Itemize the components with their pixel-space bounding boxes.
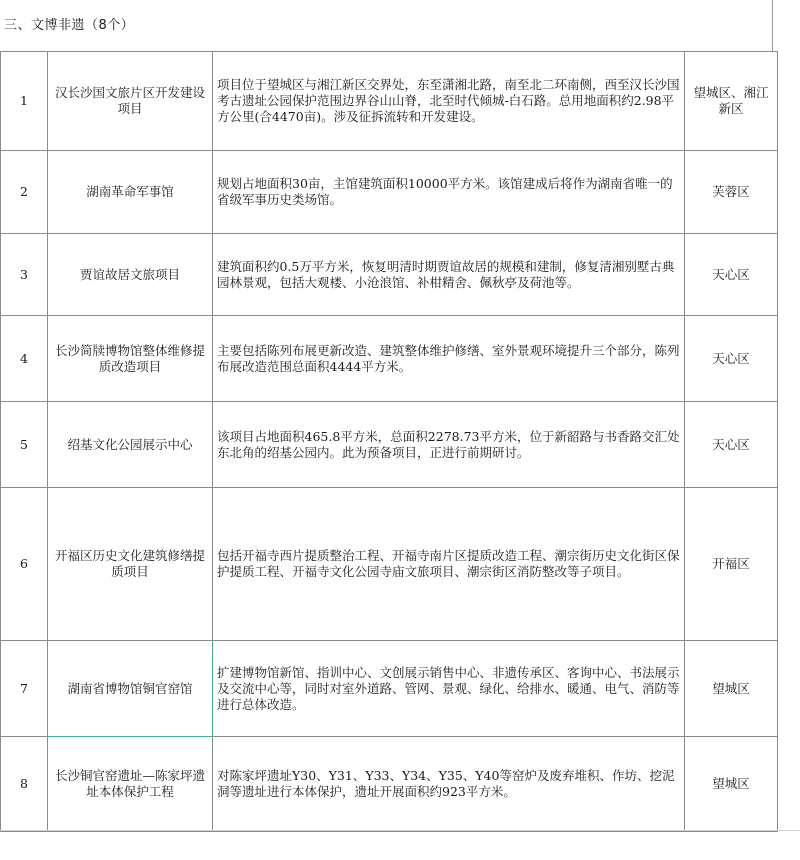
project-description: 项目位于望城区与湘江新区交界处，东至潇湘北路，南至北二环南侧，西至汉长沙国考古遗址公园保护范围边界谷山山脊，北至时代倾城-白石路。总用地面积约2.98平方公里(合4470亩)。涉及征拆流转和开发建设。 — [213, 52, 685, 151]
project-name: 长沙简牍博物馆整体维修提质改造项目 — [48, 316, 213, 402]
section-title: 三、文博非遗（8个） — [4, 18, 135, 33]
row-number: 2 — [1, 151, 48, 234]
row-number: 8 — [1, 737, 48, 832]
project-description: 包括开福寺西片提质整治工程、开福寺南片区提质改造工程、潮宗街历史文化街区保护提质工程、开福寺文化公园寺庙文旅项目、潮宗街区消防整改等子项目。 — [213, 488, 685, 641]
table-row — [1, 316, 778, 402]
project-district: 芙蓉区 — [685, 151, 778, 234]
project-description: 对陈家坪遗址Y30、Y31、Y33、Y34、Y35、Y40等窑炉及废弃堆积、作坊、挖泥洞等遗址进行本体保护，遗址开展面积约923平方米。 — [213, 737, 685, 832]
table-row — [1, 151, 778, 234]
project-name: 湖南革命军事馆 — [48, 151, 213, 234]
project-name: 汉长沙国文旅片区开发建设项目 — [48, 52, 213, 151]
table-row — [1, 488, 778, 641]
row-number: 1 — [1, 52, 48, 151]
project-name: 湖南省博物馆铜官窑馆 — [48, 641, 213, 737]
row-number: 3 — [1, 234, 48, 316]
project-district: 天心区 — [685, 402, 778, 488]
page-bottom-divider — [0, 830, 800, 831]
header-divider — [772, 0, 773, 52]
table-row — [1, 641, 778, 737]
row-number: 4 — [1, 316, 48, 402]
project-description: 主要包括陈列布展更新改造、建筑整体维护修缮、室外景观环境提升三个部分，陈列布展改造范围总面积4444平方米。 — [213, 316, 685, 402]
table-row — [1, 234, 778, 316]
project-name: 绍基文化公园展示中心 — [48, 402, 213, 488]
project-name: 长沙铜官窑遗址—陈家坪遗址本体保护工程 — [48, 737, 213, 832]
project-district: 开福区 — [685, 488, 778, 641]
project-district: 天心区 — [685, 316, 778, 402]
table-row — [1, 737, 778, 832]
project-district: 望城区 — [685, 737, 778, 832]
project-district: 天心区 — [685, 234, 778, 316]
project-district: 望城区 — [685, 641, 778, 737]
project-name: 开福区历史文化建筑修缮提质项目 — [48, 488, 213, 641]
project-description: 建筑面积约0.5万平方米，恢复明清时期贾谊故居的规模和建制，修复清湘别墅古典园林景观，包括大观楼、小沧浪馆、补柑精舍、佩秋亭及荷池等。 — [213, 234, 685, 316]
project-description: 扩建博物馆新馆、指训中心、文创展示销售中心、非遗传承区、客询中心、书法展示及交流中心等，同时对室外道路、管网、景观、绿化、给排水、暖通、电气、消防等进行总体改造。 — [213, 641, 685, 737]
row-number: 6 — [1, 488, 48, 641]
project-name: 贾谊故居文旅项目 — [48, 234, 213, 316]
table-row — [1, 402, 778, 488]
row-number: 7 — [1, 641, 48, 737]
project-table — [0, 51, 778, 832]
project-description: 规划占地面积30亩，主馆建筑面积10000平方米。该馆建成后将作为湖南省唯一的省级军事历史类场馆。 — [213, 151, 685, 234]
table-row — [1, 52, 778, 151]
project-district: 望城区、湘江新区 — [685, 52, 778, 151]
row-number: 5 — [1, 402, 48, 488]
project-description: 该项目占地面积465.8平方米，总面积2278.73平方米，位于新韶路与书香路交汇处东北角的绍基公园内。此为预备项目，正进行前期研讨。 — [213, 402, 685, 488]
